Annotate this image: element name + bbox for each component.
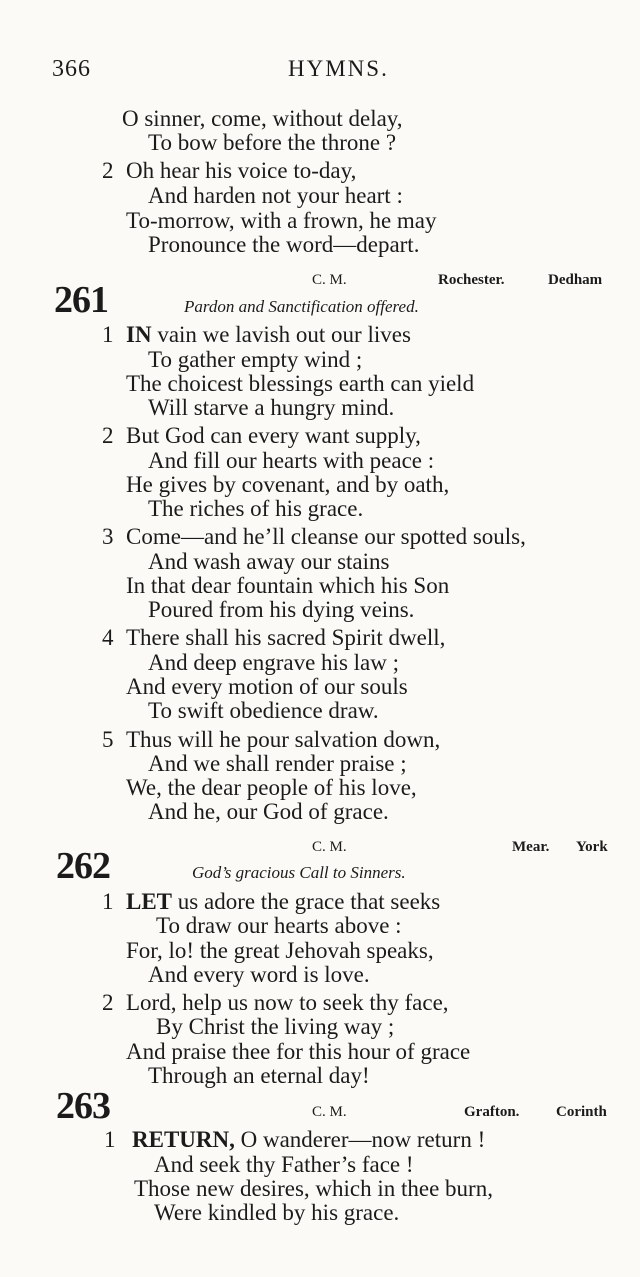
hymn-line: Pronounce the word—depart. (148, 232, 420, 257)
line-text: O wanderer—now return ! (234, 1127, 486, 1152)
first-word: IN (126, 322, 152, 347)
tune-name: Grafton. (464, 1104, 520, 1120)
running-title: HYMNS. (288, 56, 389, 81)
tune-name: Corinth (556, 1104, 607, 1120)
line-text: us adore the grace that seeks (172, 889, 441, 914)
verse-number: 1 (102, 322, 114, 347)
tune-name: Dedham (548, 272, 603, 288)
verse-number: 4 (102, 625, 114, 650)
hymn-line: Oh hear his voice to-day, (126, 158, 357, 183)
verse-number: 1 (102, 889, 114, 914)
meter-label: C. M. (312, 839, 347, 855)
hymn-line: For, lo! the great Jehovah speaks, (126, 938, 434, 963)
hymn-line: Lord, help us now to seek thy face, (126, 990, 449, 1015)
page-number: 366 (52, 56, 91, 82)
hymn-line: To draw our hearts above : (156, 913, 402, 938)
hymn-line: Will starve a hungry mind. (148, 395, 395, 420)
hymn-number: 262 (56, 845, 110, 887)
hymn-subject: Pardon and Sanctification offered. (184, 297, 419, 316)
first-word: RETURN, (132, 1127, 235, 1152)
hymn-line: The choicest blessings earth can yield (126, 371, 475, 396)
hymn-line: To swift obedience draw. (148, 698, 379, 723)
hymn-line: To gather empty wind ; (148, 347, 363, 372)
hymn-line: Through an eternal day! (148, 1063, 370, 1088)
hymn-line: And every motion of our souls (126, 674, 408, 699)
tune-name: York (576, 839, 608, 855)
hymn-line: O sinner, come, without delay, (122, 106, 403, 131)
hymn-line: There shall his sacred Spirit dwell, (126, 625, 446, 650)
hymn-line: To bow before the throne ? (148, 130, 397, 155)
hymn-line: Thus will he pour salvation down, (126, 727, 441, 752)
verse-number: 3 (102, 524, 114, 549)
hymn-line: And he, our God of grace. (148, 799, 389, 824)
hymn-number: 261 (54, 279, 108, 321)
line-text: vain we lavish out our lives (151, 322, 411, 347)
tune-name: Rochester. (438, 272, 505, 288)
verse-number: 2 (102, 423, 114, 448)
hymn-line: To-morrow, with a frown, he may (126, 208, 437, 233)
hymn-line: In that dear fountain which his Son (126, 573, 450, 598)
hymn-line: And every word is love. (148, 962, 370, 987)
meter-label: C. M. (312, 272, 347, 288)
verse-number: 5 (102, 727, 114, 752)
hymn-line (126, 322, 411, 348)
hymn-line: Those new desires, which in thee burn, (134, 1176, 493, 1201)
verse-number: 1 (104, 1127, 116, 1152)
hymn-line: Were kindled by his grace. (154, 1200, 400, 1225)
hymn-line: And seek thy Father’s face ! (154, 1152, 414, 1177)
meter-label: C. M. (312, 1104, 347, 1120)
hymn-line: By Christ the living way ; (156, 1014, 395, 1039)
hymn-line: Poured from his dying veins. (148, 597, 415, 622)
hymn-line: And harden not your heart : (148, 183, 403, 208)
hymn-line: And fill our hearts with peace : (148, 448, 435, 473)
hymn-line: He gives by covenant, and by oath, (126, 472, 450, 497)
hymn-line: Come—and he’ll cleanse our spotted souls, (126, 524, 526, 549)
tune-name: Mear. (512, 839, 550, 855)
hymn-line (126, 889, 440, 915)
hymn-line: And praise thee for this hour of grace (126, 1039, 471, 1064)
verse-number: 2 (102, 990, 114, 1015)
hymn-line: And we shall render praise ; (148, 751, 407, 776)
hymn-line: But God can every want supply, (126, 423, 421, 448)
hymn-subject: God’s gracious Call to Sinners. (192, 863, 406, 882)
page-header (0, 56, 640, 86)
hymn-line: The riches of his grace. (148, 496, 364, 521)
hymn-line: And deep engrave his law ; (148, 650, 400, 675)
hymn-line: We, the dear people of his love, (126, 775, 417, 800)
hymn-number: 263 (56, 1085, 110, 1127)
first-word: LET (126, 889, 173, 914)
verse-number: 2 (102, 158, 114, 183)
hymn-line (132, 1127, 485, 1153)
hymn-line: And wash away our stains (148, 549, 390, 574)
